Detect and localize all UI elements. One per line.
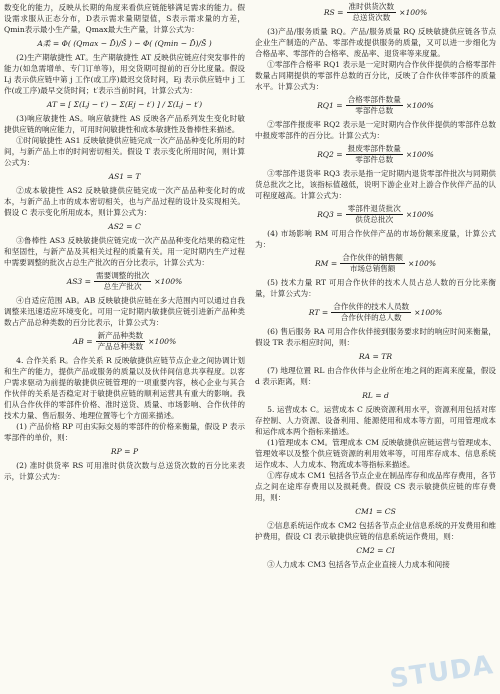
fraction	[346, 144, 403, 165]
numerator: 报废零部件数量	[347, 144, 401, 153]
denominator: 零部件总数	[355, 155, 394, 164]
formula-tail: ×100%	[405, 150, 434, 159]
fraction	[94, 271, 151, 292]
paragraph: ③鲁棒性 AS3 反映敏捷供应链完成一次产品品种变化结果的稳定性和坚固性，与新产品及其相关过程的质量有关。用一定时期内生产过程中需要调整的批次占总生产批次的百分比表示，计算公式为：	[4, 236, 245, 267]
formula-tail: ×100%	[405, 210, 434, 219]
fraction	[340, 253, 405, 274]
formula-after-sales: RA = TR	[358, 352, 393, 361]
fraction	[346, 95, 403, 116]
paragraph: (4) 市场影响 RM 可用合作伙伴产品的市场份额来度量，计算公式为：	[255, 229, 496, 249]
denominator: 产品总种类数	[97, 342, 144, 351]
paragraph: (5) 技术力量 RT 可用合作伙伴的技术人员占总人数的百分比来衡量，计算公式为：	[255, 278, 496, 298]
formula-scrap-rate	[255, 144, 496, 165]
formula-production-agility: AT = [ Σ(Lj − t′) − Σ(Ej − t′) ] / Σ(Lj − t′)	[46, 100, 203, 109]
formula-tail: ×100%	[405, 101, 434, 110]
numerator: 合作伙伴的技术人员数	[333, 302, 410, 311]
watermark: STUDA	[387, 650, 496, 694]
formula-lhs: AB =	[72, 337, 93, 346]
formula-return-rate	[255, 204, 496, 225]
paragraph: 数变化的能力，反映从长期的角度来看供应链能够满足需求的能力。假设需求服从正态分布，D表示需求量期望值，S表示需求量的方差，Qmin表示最小生产量，Qmax最大生产量，计算公式为：	[4, 3, 245, 34]
formula-lhs: RQ2 =	[317, 150, 343, 159]
formula-ontime-rate	[255, 2, 496, 23]
fraction	[96, 331, 146, 352]
formula-pass-rate	[255, 95, 496, 116]
formula-info-system-cost: CM2 = CI	[356, 546, 395, 555]
formula-location: RL = d	[362, 391, 389, 400]
denominator: 总送货次数	[352, 13, 391, 22]
paragraph: (3)产品/服务质量 RQ。产品/服务质量 RQ 反映敏捷供应链各节点企业生产制造的产品、零部件或提供服务的质量，又可以进一步细化为合格品率、零部件的合格率、废品率、退货率等来度量。	[255, 27, 496, 58]
paragraph: (1) 产品价格 RP 可由实际交易的零部件的价格来衡量，假设 P 表示零部件的单价，则：	[4, 422, 245, 442]
formula-lhs: RS =	[323, 8, 344, 17]
formula-time-agility: AS1 = T	[108, 172, 141, 181]
paragraph: ①零部件合格率 RQ1 表示是一定时期内合作伙伴提供的合格零部件数量占同期提供的零部件总数的百分比，反映了合作伙伴零部件的质量水平。计算公式为：	[255, 60, 496, 91]
paragraph: ②零部件报废率 RQ2 表示是一定时期内合作伙伴提供的零部件总数中报废零部件的百分比。计算公式为：	[255, 120, 496, 140]
formula-lhs: RT =	[308, 308, 329, 317]
fraction	[347, 2, 397, 23]
formula-inventory-cost: CM1 = CS	[355, 507, 396, 516]
formula-lhs: RM =	[314, 259, 338, 268]
formula-adaptive-range	[4, 331, 245, 352]
denominator: 市场总销售额	[349, 264, 396, 273]
left-column	[4, 2, 245, 482]
numerator: 准时供货次数	[348, 2, 395, 11]
paragraph: (3)响应敏捷性 AS。响应敏捷性 AS 反映各产品系列发生变化时敏捷供应链的响应能力，可用时间敏捷性和成本敏捷性及鲁棒性来描述。	[4, 114, 245, 134]
denominator: 供货总批次	[355, 215, 394, 224]
paragraph: ③零部件退货率 RQ3 表示是指一定时期内退货零部件批次与同期供货总批次之比，该指标值越低，说明下游企业对上游合作伙伴产品的认可程度越高。计算公式为：	[255, 169, 496, 200]
denominator: 零部件总数	[355, 106, 394, 115]
formula-tech-strength	[255, 302, 496, 323]
numerator: 新产品种类数	[97, 331, 144, 340]
numerator: 合格零部件数量	[347, 95, 401, 104]
paragraph: ②信息系统运作成本 CM2 包括各节点企业信息系统的开发费用和维护费用，假设 CI 表示敏捷供应链的信息系统运作费用，则：	[255, 521, 496, 541]
right-column	[255, 2, 496, 570]
paragraph: ①库存成本 CM1 包括各节点企业在制品库存和成品库存费用，各节点之间在途库存费用以及损耗费。假设 CS 表示敏捷供应链的库存费用，则：	[255, 471, 496, 502]
fraction	[331, 302, 411, 323]
paragraph: (1)管理成本 CM。管理成本 CM 反映敏捷供应链运营与管理成本、管理效率以及整个供应链资源的利用效率等，可用库存成本、信息系统运作成本、人力成本、物流成本等指标来描述。	[255, 438, 496, 469]
formula-robustness	[4, 271, 245, 292]
paragraph: ①时间敏捷性 AS1 反映敏捷供应链完成一次产品品种变化所用的时间，与新产品上市的时间密切相关。假设 T 表示变化所用时间，则计算公式为：	[4, 136, 245, 167]
formula-tail: ×100%	[407, 259, 437, 268]
formula-lhs: AS3 =	[66, 277, 92, 286]
formula-tail: ×100%	[414, 308, 443, 317]
paragraph: 5. 运营成本 C。运营成本 C 反映资源利用水平，资源利用包括对库存控制、人力资源、设备利用、能源使用和成本等方面，可用管理成本和运作成本两个指标来描述。	[255, 405, 496, 436]
formula-tail: ×100%	[154, 277, 183, 286]
denominator: 总生产批次	[103, 282, 142, 291]
paragraph: ③人力成本 CM3 包括各节点企业直接人力成本和间接	[267, 560, 450, 569]
denominator: 合作伙伴的总人数	[340, 313, 402, 322]
paragraph: ④自适应范围 AB。AB 反映敏捷供应链在多大范围内可以通过自我调整来迅速适应环境变化。可用一定时期内敏捷供应链引进新产品种类数占产品总种类数的百分比表示，计算公式为：	[4, 296, 245, 327]
paragraph: 4. 合作关系 R。合作关系 R 反映敏捷供应链节点企业之间协调计划和生产的能力，提供产品或服务的质量以及伙伴间信息共享程度。以客户需求驱动为前提的敏捷供应链管理的一项重要内容，核心企业与其合作伙伴的关系是否稳定对于敏捷供应链的顺利运营具有重大的影响。我们从合作伙伴的零部件价格、准时送货、质量、市场影响、合作伙伴的技术力量、售后服务、地理位置等七个方面来描述。	[4, 356, 245, 420]
formula-price: RP = P	[110, 447, 139, 456]
paragraph: (2) 准时供货率 RS 可用准时供货次数与总送货次数的百分比来表示，计算公式为：	[4, 461, 245, 481]
paragraph: (6) 售后服务 RA 可用合作伙伴接到服务要求时的响应时间来衡量，假设 TR 表示相应时间，则：	[255, 327, 496, 347]
paragraph: ②成本敏捷性 AS2 反映敏捷供应链完成一次产品品种变化时的成本，与新产品上市的成本密切相关，也与产品过程的设计及实现相关。假设 C 表示变化所用成本，则计算公式为：	[4, 186, 245, 217]
fraction	[346, 204, 403, 225]
numerator: 零部件退货批次	[347, 204, 401, 213]
formula-tail: ×100%	[399, 8, 428, 17]
paragraph: (7) 地理位置 RL 由合作伙伴与企业所在地之间的距离来度量，假设 d 表示距离，则：	[255, 366, 496, 386]
numerator: 合作伙伴的销售额	[342, 253, 403, 262]
formula-lhs: RQ1 =	[317, 101, 343, 110]
formula-lhs: RQ3 =	[317, 210, 343, 219]
formula-cost-agility: AS2 = C	[108, 222, 141, 231]
formula-tail: ×100%	[148, 337, 177, 346]
formula-flexibility: A柔 = Φ( (Qmax − D̄)/S̄ ) − Φ( (Qmin − D̄)/S̄ )	[37, 39, 212, 48]
paragraph: (2)生产期敏捷性 AT。生产期敏捷性 AT 反映供应链应付突发事件的能力(如急需增单、专门订单等)，用交货期可提前的百分比度量。假设 Lj 表示供应链中第 j 工作(或工序)最迟交货时间，Ej 表示供应链中 j 工作(或工序)最早交货时间；t′表示当前时间，计算公式为：	[4, 53, 245, 95]
formula-market-share	[255, 253, 496, 274]
numerator: 需要调整的批次	[96, 271, 150, 280]
